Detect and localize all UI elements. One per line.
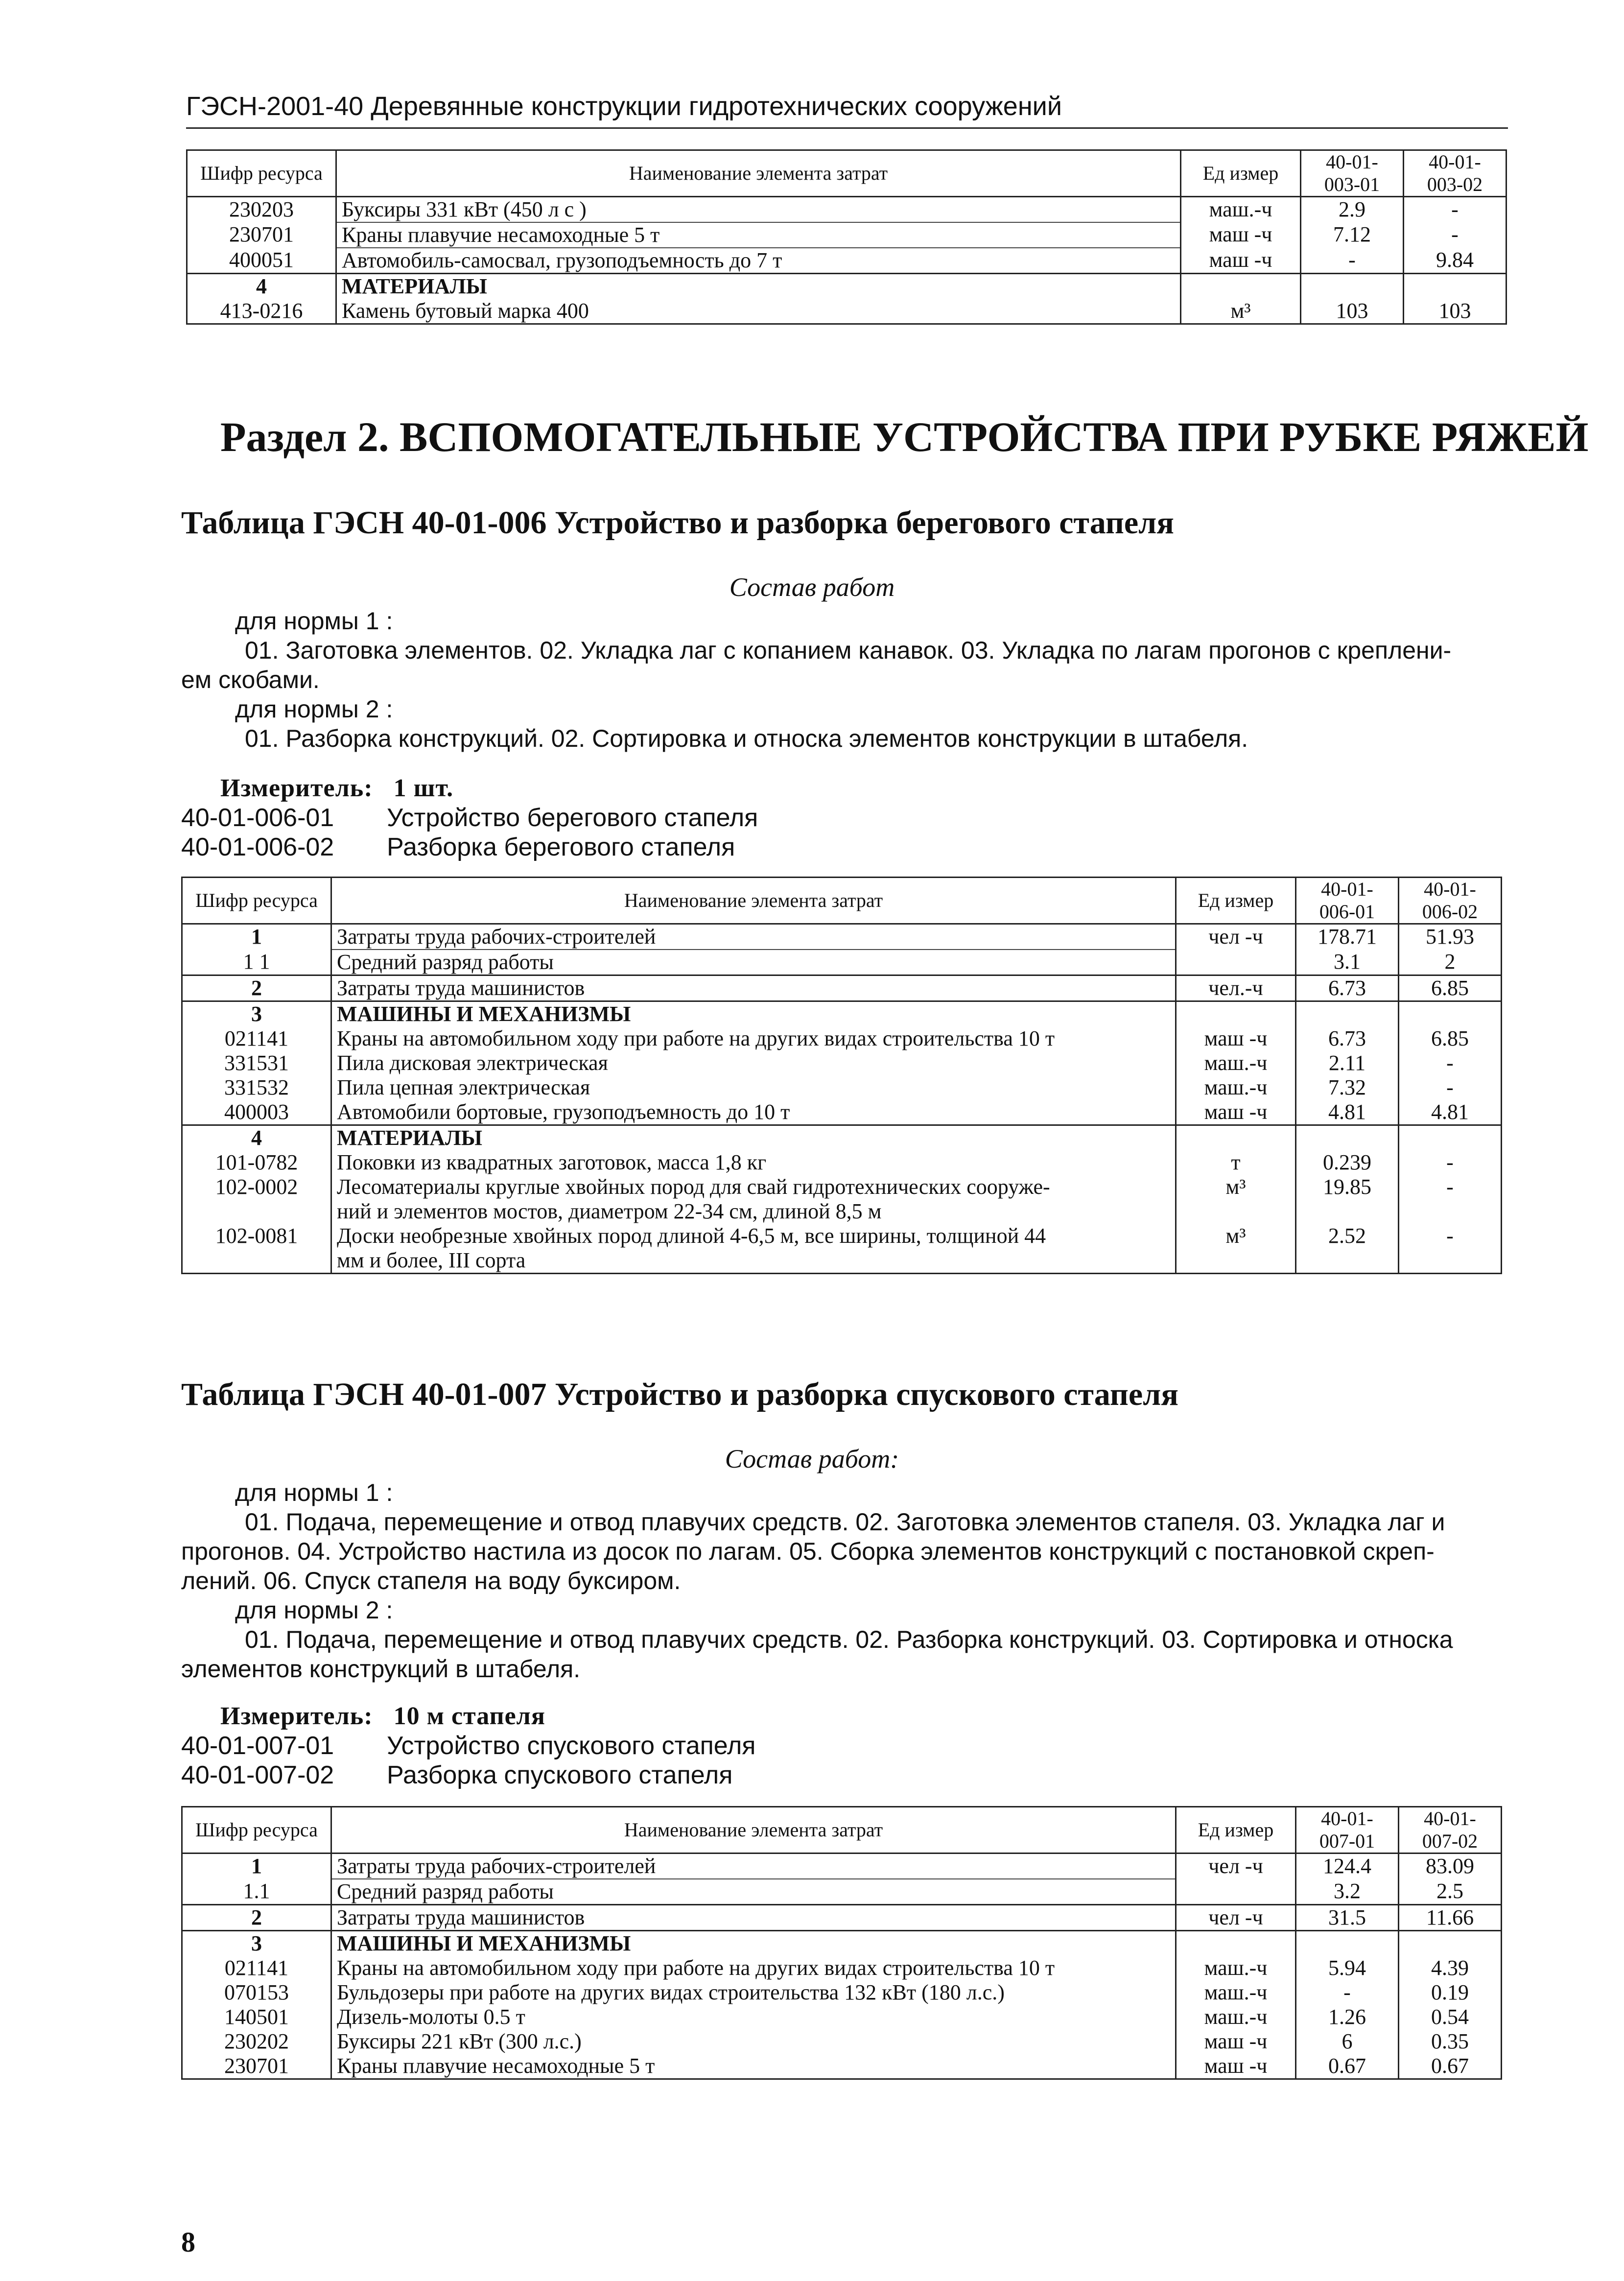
table-row: 331531 Пила дисковая электрическая маш.-ч 2.11 - — [182, 1051, 1502, 1075]
header-name: Наименование элемента затрат — [331, 878, 1176, 924]
table-row: 413-0216 Камень бутовый марка 400 м³ 103 103 — [187, 299, 1506, 324]
header-norm-1: 40-01- 003-01 — [1301, 150, 1404, 197]
header-unit: Ед измер — [1176, 878, 1296, 924]
section-title: Раздел 2. ВСПОМОГАТЕЛЬНЫЕ УСТРОЙСТВА ПРИ РУБКЕ РЯЖЕЙ — [220, 413, 1589, 460]
table-row: 101-0782 Поковки из квадратных заготовок, масса 1,8 кг т 0.239 - — [182, 1150, 1502, 1175]
header-code: Шифр ресурса — [182, 878, 331, 924]
table-row: 400051 Автомобиль-самосвал, грузоподъемность до 7 т маш -ч - 9.84 — [187, 248, 1506, 274]
table-group-row: 4 МАТЕРИАЛЫ — [187, 274, 1506, 299]
header-name: Наименование элемента затрат — [336, 150, 1181, 197]
page-number: 8 — [181, 2226, 195, 2258]
table-row: 2 Затраты труда машинистов чел -ч 31.5 11.66 — [182, 1905, 1502, 1931]
table-title-007: Таблица ГЭСН 40-01-007 Устройство и разборка спускового стапеля — [181, 1377, 1178, 1412]
table-row: 230202 Буксиры 221 кВт (300 л.с.) маш -ч 6 0.35 — [182, 2029, 1502, 2054]
header-norm-2: 40-01- 006-02 — [1399, 878, 1502, 924]
norm-line: 40-01-007-01 Устройство спускового стапеля — [181, 1732, 756, 1760]
header-norm-2: 40-01- 007-02 — [1399, 1807, 1502, 1853]
table-row: 1 Затраты труда рабочих-строителей чел -ч 178.71 51.93 — [182, 924, 1502, 950]
header-code: Шифр ресурса — [182, 1807, 331, 1853]
table-row: 070153 Бульдозеры при работе на других видах строительства 132 кВт (180 л.с.) маш.-ч - 0.19 — [182, 1980, 1502, 2005]
table-row: 140501 Дизель-молоты 0.5 т маш.-ч 1.26 0.54 — [182, 2005, 1502, 2029]
work-composition-007: для нормы 1 : 01. Подача, перемещение и отвод плавучих средств. 02. Заготовка элементов стапеля. 03. Укладка лаг и прогонов. 04. Устройство настила из досок по лагам. 05. Сборка элементов конструкций с постановкой скреп- лений. 06. Спуск стапеля на воду буксиром. для нормы 2 : 01. Подача, перемещение и отвод плавучих средств. 02. Разборка конструкций. 03. Сортировка и относка элементов конструкций в штабеля. — [181, 1479, 1453, 1683]
header-norm-2: 40-01- 003-02 — [1404, 150, 1506, 197]
table-group-row: 4 МАТЕРИАЛЫ — [182, 1125, 1502, 1151]
header-unit: Ед измер — [1181, 150, 1301, 197]
work-composition-006: для нормы 1 : 01. Заготовка элементов. 02. Укладка лаг с копанием канавок. 03. Укладка по лагам прогонов с креплени- ем скобами. для нормы 2 : 01. Разборка конструкций. 02. Сортировка и относка элементов конструкции в штабеля. — [181, 607, 1452, 752]
table-row: 021141 Краны на автомобильном ходу при работе на других видах строительства 10 т маш.-ч 5.94 4.39 — [182, 1956, 1502, 1980]
header-name: Наименование элемента затрат — [331, 1807, 1176, 1853]
header-norm-1: 40-01- 007-01 — [1296, 1807, 1399, 1853]
meter-007: Измеритель: 10 м стапеля — [220, 1702, 545, 1730]
composition-heading-007: Состав работ: — [725, 1444, 899, 1473]
table-row: 021141 Краны на автомобильном ходу при работе на других видах строительства 10 т маш -ч 6.73 6.85 — [182, 1026, 1502, 1051]
table-group-row: 3 МАШИНЫ И МЕХАНИЗМЫ — [182, 1001, 1502, 1027]
table-row: 2 Затраты труда машинистов чел.-ч 6.73 6.85 — [182, 975, 1502, 1001]
norm-line: 40-01-006-02 Разборка берегового стапеля — [181, 833, 735, 861]
table-title-006: Таблица ГЭСН 40-01-006 Устройство и разборка берегового стапеля — [181, 505, 1174, 541]
table-continuation — [186, 149, 1507, 325]
table-row: 1 Затраты труда рабочих-строителей чел -ч 124.4 83.09 — [182, 1853, 1502, 1879]
table-row: 102-0002 Лесоматериалы круглые хвойных пород для свай гидротехнических сооруже- ний и элементов мостов, диаметром 22-34 см, длиной 8,5 м м³ 19.85 - — [182, 1175, 1502, 1224]
table-row: 230701 Краны плавучие несамоходные 5 т маш -ч 7.12 - — [187, 222, 1506, 248]
header-unit: Ед измер — [1176, 1807, 1296, 1853]
norm-line: 40-01-007-02 Разборка спускового стапеля — [181, 1761, 733, 1789]
table-row: 1.1 Средний разряд работы 3.2 2.5 — [182, 1879, 1502, 1905]
header-norm-1: 40-01- 006-01 — [1296, 878, 1399, 924]
meter-006: Измеритель: 1 шт. — [220, 774, 454, 802]
table-row: 331532 Пила цепная электрическая маш.-ч 7.32 - — [182, 1075, 1502, 1100]
table-006 — [181, 877, 1502, 1274]
table-007 — [181, 1806, 1502, 2080]
table-group-row: 3 МАШИНЫ И МЕХАНИЗМЫ — [182, 1931, 1502, 1956]
table-row: 1 1 Средний разряд работы 3.1 2 — [182, 950, 1502, 975]
header-code: Шифр ресурса — [187, 150, 336, 197]
table-row: 400003 Автомобили бортовые, грузоподъемность до 10 т маш -ч 4.81 4.81 — [182, 1100, 1502, 1125]
norm-line: 40-01-006-01 Устройство берегового стапеля — [181, 804, 758, 832]
table-row: 230203 Буксиры 331 кВт (450 л с ) маш.-ч 2.9 - — [187, 197, 1506, 223]
table-row: 230701 Краны плавучие несамоходные 5 т маш -ч 0.67 0.67 — [182, 2054, 1502, 2079]
composition-heading-006: Состав работ — [729, 572, 895, 602]
table-row: 102-0081 Доски необрезные хвойных пород длиной 4-6,5 м, все ширины, толщиной 44 мм и более, III сорта м³ 2.52 - — [182, 1224, 1502, 1274]
running-head: ГЭСН-2001-40 Деревянные конструкции гидротехнических сооружений — [186, 91, 1508, 129]
